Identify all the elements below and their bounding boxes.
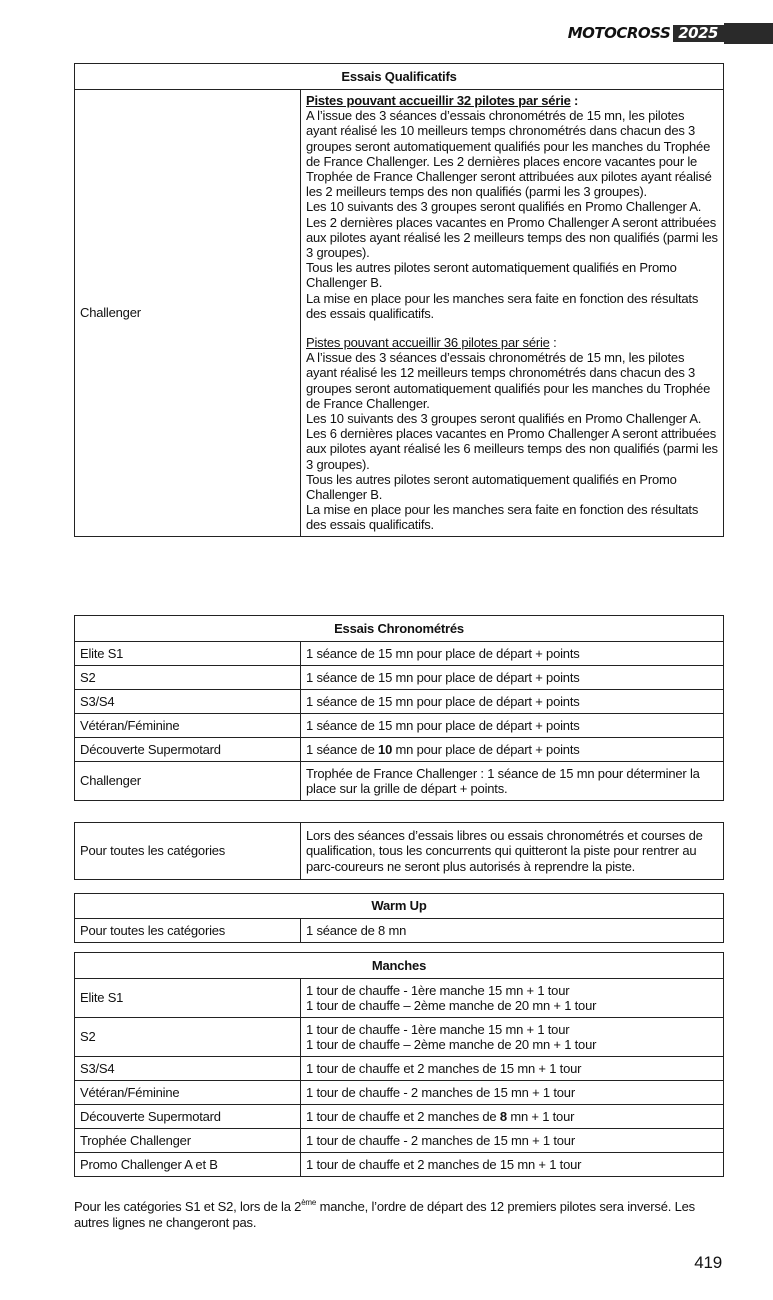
block32-p2: Les 10 suivants des 3 groupes seront qualifiés en Promo Challenger A. Les 2 dernières places vacantes en Promo Challenger A seront attribuées aux pilotes ayant réalisé les 2 meilleurs temps des non qualifiés (parmi les 3 groupes). <box>306 199 718 261</box>
table-row <box>75 738 724 762</box>
block32-p1: A l’issue des 3 séances d’essais chronométrés de 15 mn, les pilotes ayant réalisé les 10 meilleurs temps chronométrés dans chacun des 3 groupes seront automatiquement qualifiés pour les manches du Trophée de France Challenger. Les 2 dernières places encore vacantes pour le Trophée de France Challenger seront attribuées aux pilotes ayant réalisé les 2 meilleurs temps des non qualifiés (parmi les 3 groupes). <box>306 108 712 200</box>
chrono-desc <box>301 738 724 762</box>
brand-title: MOTOCROSS <box>567 23 671 42</box>
chrono-desc: 1 séance de 15 mn pour place de départ + points <box>301 642 724 666</box>
desc-pre: 1 tour de chauffe et 2 manches de <box>306 1108 500 1124</box>
warmup-table <box>74 893 724 943</box>
manches-desc: 1 tour de chauffe et 2 manches de 15 mn + 1 tour <box>301 1057 724 1081</box>
desc-bold: 10 <box>378 741 393 757</box>
chrono-table <box>74 615 724 801</box>
block32-heading-suffix: : <box>570 93 579 108</box>
block32-heading-line <box>306 93 718 108</box>
page-header <box>568 23 724 44</box>
spacer <box>306 321 718 335</box>
block36-p4: La mise en place pour les manches sera faite en fonction des résultats des essais qualificatifs. <box>306 502 699 533</box>
qualif-table <box>74 63 724 537</box>
table-row <box>75 1057 724 1081</box>
chrono-title: Essais Chronométrés <box>75 616 724 642</box>
manches-line1: 1 tour de chauffe - 1ère manche 15 mn + 1 tour <box>306 1021 570 1037</box>
qualif-title: Essais Qualificatifs <box>75 64 724 90</box>
manches-line2: 1 tour de chauffe – 2ème manche de 20 mn + 1 tour <box>306 998 597 1013</box>
manches-title: Manches <box>75 953 724 979</box>
manches-desc: 1 tour de chauffe - 2 manches de 15 mn + 1 tour <box>301 1129 724 1153</box>
warmup-cat: Pour toutes les catégories <box>75 919 301 943</box>
manches-cat: Vétéran/Féminine <box>75 1081 301 1105</box>
block36-p3: Tous les autres pilotes seront automatiquement qualifiés en Promo Challenger B. <box>306 471 677 503</box>
manches-cat: Trophée Challenger <box>75 1129 301 1153</box>
table-row <box>75 714 724 738</box>
footnote-post: manche, l’ordre de départ des 12 premiers pilotes sera inversé. Les autres lignes ne changeront pas. <box>74 1199 695 1230</box>
desc-post: mn + 1 tour <box>506 1108 575 1124</box>
chrono-desc: 1 séance de 15 mn pour place de départ + points <box>301 666 724 690</box>
manches-cat: S2 <box>75 1018 301 1057</box>
table-row <box>75 919 724 943</box>
page-number: 419 <box>694 1253 722 1272</box>
manches-desc <box>301 1105 724 1129</box>
chrono-desc: 1 séance de 15 mn pour place de départ + points <box>301 690 724 714</box>
block36-p2: Les 10 suivants des 3 groupes seront qualifiés en Promo Challenger A. Les 6 dernières places vacantes en Promo Challenger A seront attribuées aux pilotes ayant réalisé les 6 meilleurs temps des non qualifiés (parmi les 3 groupes). <box>306 411 718 472</box>
table-row <box>75 1018 724 1057</box>
chrono-desc: Trophée de France Challenger : 1 séance de 15 mn pour déterminer la place sur la grille de départ + points. <box>301 762 724 801</box>
warmup-desc: 1 séance de 8 mn <box>301 919 724 943</box>
table-row <box>75 1105 724 1129</box>
manches-cat: S3/S4 <box>75 1057 301 1081</box>
desc-bold: 8 <box>499 1108 507 1124</box>
manches-cat: Elite S1 <box>75 979 301 1018</box>
all-cats-desc: Lors des séances d’essais libres ou essais chronométrés et courses de qualification, tous les concurrents qui quitteront la piste pour rentrer au parc-coureurs ne seront plus autorisés à reprendre la piste. <box>301 823 724 880</box>
table-row <box>75 762 724 801</box>
block36-heading-line <box>306 335 718 350</box>
chrono-cat: S3/S4 <box>75 690 301 714</box>
manches-desc <box>301 979 724 1018</box>
all-categories-table <box>74 822 724 880</box>
block36-p1: A l’issue des 3 séances d’essais chronométrés de 15 mn, les pilotes ayant réalisé les 12 meilleurs temps chronométrés dans chacun des 3 groupes seront automatiquement qualifiés pour les manches du Trophée de France Challenger. <box>306 350 711 411</box>
desc-post: mn pour place de départ + points <box>392 741 580 757</box>
header-bar <box>724 23 773 44</box>
chrono-cat: S2 <box>75 666 301 690</box>
block32-p3: Tous les autres pilotes seront automatiquement qualifiés en Promo Challenger B. <box>306 260 677 291</box>
chrono-cat: Elite S1 <box>75 642 301 666</box>
table-row <box>75 1081 724 1105</box>
manches-desc: 1 tour de chauffe et 2 manches de 15 mn + 1 tour <box>301 1153 724 1177</box>
block32-p4: La mise en place pour les manches sera faite en fonction des résultats des essais qualificatifs. <box>306 290 699 321</box>
table-row <box>75 979 724 1018</box>
manches-cat: Promo Challenger A et B <box>75 1153 301 1177</box>
manches-table <box>74 952 724 1177</box>
qualif-description <box>301 90 724 537</box>
desc-pre: 1 séance de <box>306 741 379 757</box>
manches-desc <box>301 1018 724 1057</box>
manches-line2: 1 tour de chauffe – 2ème manche de 20 mn + 1 tour <box>306 1037 597 1052</box>
chrono-cat: Vétéran/Féminine <box>75 714 301 738</box>
chrono-cat: Découverte Supermotard <box>75 738 301 762</box>
chrono-desc: 1 séance de 15 mn pour place de départ + points <box>301 714 724 738</box>
table-row <box>75 1129 724 1153</box>
warmup-title: Warm Up <box>75 894 724 919</box>
chrono-cat: Challenger <box>75 762 301 801</box>
table-row <box>75 1153 724 1177</box>
all-cats-cat: Pour toutes les catégories <box>75 823 301 880</box>
table-row <box>75 690 724 714</box>
block32-heading: Pistes pouvant accueillir 32 pilotes par série <box>306 93 571 108</box>
block36-heading-suffix: : <box>549 335 557 351</box>
brand-year: 2025 <box>673 25 724 42</box>
table-row <box>75 823 724 880</box>
footnote-pre: Pour les catégories S1 et S2, lors de la 2 <box>74 1199 302 1214</box>
manches-desc: 1 tour de chauffe - 2 manches de 15 mn + 1 tour <box>301 1081 724 1105</box>
block36-heading: Pistes pouvant accueillir 36 pilotes par série <box>306 335 550 351</box>
manches-line1: 1 tour de chauffe - 1ère manche 15 mn + 1 tour <box>306 982 570 998</box>
manches-cat: Découverte Supermotard <box>75 1105 301 1129</box>
table-row <box>75 666 724 690</box>
qualif-category: Challenger <box>75 90 301 537</box>
footnote <box>74 1199 726 1231</box>
footnote-sup: ème <box>301 1198 317 1207</box>
table-row <box>75 642 724 666</box>
